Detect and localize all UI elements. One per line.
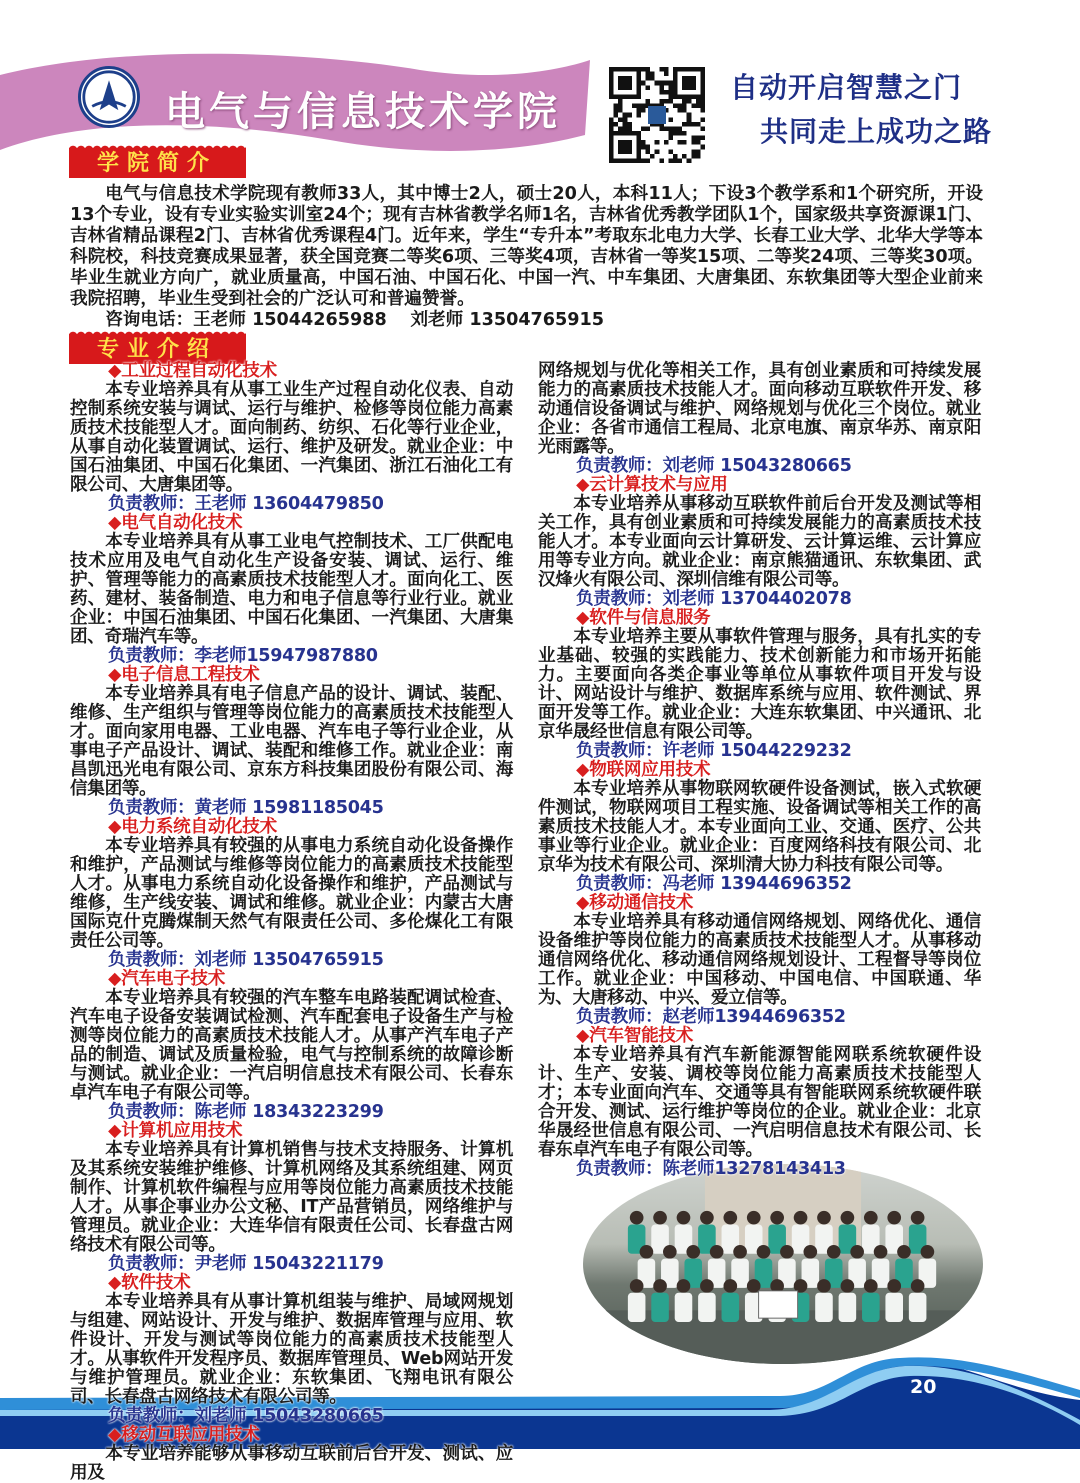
major-title: ◆ 工业过程自动化技术	[70, 362, 513, 381]
major-teacher-contact: 负责教师：李老师15947987880	[108, 646, 378, 666]
major-teacher-contact: 负责教师：陈老师13278143413	[576, 1159, 846, 1179]
major-teacher-contact: 负责教师：刘老师 13704402078	[576, 589, 852, 609]
section-heading-majors: 专业介绍	[69, 334, 246, 364]
major-description: 本专业培养具有从事工业电气控制技术、工厂供配电技术应用及电气自动化生产设备安装、调试、运行、维护、管理等能力的高素质技术技能型人才。面向化工、医药、建材、装备制造、电力和电子信息等行业行业。就业企业：中国石油集团、中国石化集团、一汽集团、大唐集团、奇瑞汽车等。	[70, 532, 513, 647]
intro-paragraph: 电气与信息技术学院现有教师33人，其中博士2人，硕士20人，本科11人；下设3个教学系和1个研究所，开设13个专业，设有专业实验实训室24个；现有吉林省教学名师1名，吉林省优秀教学团队1个，国家级共享资源课1门、吉林省精品课程2门、吉林省优秀课程4门。近年来，学生“专升本”考取东北电力大学、长春工业大学、北华大学等本科院校，科技竞赛成果显著，获全国竞赛二等奖6项、三等奖4项，吉林省一等奖15项、二等奖24项、三等奖30项。毕业生就业方向广，就业质量高，中国石油、中国石化、中国一汽、中车集团、大唐集团、东软集团等大型企业前来我院招聘，毕业生受到社会的广泛认可和普遍赞誉。	[70, 184, 983, 309]
major-title: ◆ 物联网应用技术	[538, 761, 981, 780]
majors-right-column	[538, 362, 981, 1179]
major-description: 本专业培养从事物联网软硬件设备测试，嵌入式软硬件测试，物联网项目工程实施、设备调试等相关工作的高素质技术技能人才。本专业面向工业、交通、医疗、公共事业等行业企业。就业企业：百度网络科技有限公司、北京华为技术有限公司、深圳清大协力科技有限公司等。	[538, 779, 981, 875]
major-description: 本专业培养具有从事计算机组装与维护、局域网规划与组建、网站设计、开发与维护、数据库管理与应用、软件设计、开发与测试等岗位能力的高素质技术技能型人才。从事软件开发程序员、数据库管理员、Web网站开发与维护管理员。就业企业：东软集团、飞翔电讯有限公司、长春盘古网络技术有限公司等。	[70, 1292, 513, 1407]
major-teacher-contact: 负责教师：刘老师 13504765915	[108, 950, 384, 970]
college-logo-icon	[78, 66, 140, 128]
major-title: ◆ 移动互联应用技术	[70, 1426, 513, 1445]
major-teacher-contact: 负责教师：王老师 13604479850	[108, 494, 384, 514]
major-description: 本专业培养具有较强的汽车整车电路装配调试检查、汽车电子设备安装调试检测、汽车配套电子设备生产与检测等岗位能力的高素质技术技能人才。从事产汽车电子产品的制造、调试及质量检验，电气与控制系统的故障诊断与测试。就业企业：一汽启明信息技术有限公司、长春东卓汽车电子有限公司等。	[70, 988, 513, 1103]
major-title: ◆ 汽车电子技术	[70, 970, 513, 989]
major-title: ◆ 电子信息工程技术	[70, 666, 513, 685]
major-description: 本专业培养具有计算机销售与技术支持服务、计算机及其系统安装维护维修、计算机网络及其系统组建、网页制作、计算机软件编程与应用等岗位能力高素质技术技能人才。从事企事业办公文秘、IT产品营销员，网络维护与管理员。就业企业：大连华信有限责任公司、长春盘古网络技术有限公司等。	[70, 1140, 513, 1255]
intro-section	[70, 184, 983, 331]
major-title: ◆ 汽车智能技术	[538, 1027, 981, 1046]
major-description: 本专业培养具有从事工业生产过程自动化仪表、自动控制系统安装与调试、运行与维护、检修等岗位能力高素质技术技能型人才。面向制药、纺织、石化等行业企业，从事自动化装置调试、运行、维护及研发。就业企业：中国石油集团、中国石化集团、一汽集团、浙江石油化工有限公司、大唐集团等。	[70, 380, 513, 495]
major-description-continued: 网络规划与优化等相关工作，具有创业素质和可持续发展能力的高素质技术技能人才。面向移动互联软件开发、移动通信设备调试与维护、网络规划与优化三个岗位。就业企业：各省市通信工程局、北京电旗、南京华苏、南京阳光雨露等。	[538, 361, 981, 457]
slogan-line-1: 自动开启智慧之门	[730, 71, 963, 104]
major-description: 本专业培养具有电子信息产品的设计、调试、装配、维修、生产组织与管理等岗位能力的高素质技术技能型人才。面向家用电器、工业电器、汽车电子等行业企业，从事电子产品设计、调试、装配和维修工作。就业企业：南昌凯迅光电有限公司、京东方科技集团股份有限公司、海信集团等。	[70, 684, 513, 799]
major-teacher-contact: 负责教师：黄老师 15981185045	[108, 798, 384, 818]
major-teacher-contact: 负责教师：许老师 15044229232	[576, 741, 852, 761]
group-photo-icon	[583, 1164, 983, 1364]
major-title: ◆ 软件技术	[70, 1274, 513, 1293]
major-teacher-contact: 负责教师：陈老师 18343223299	[108, 1102, 384, 1122]
major-teacher-contact: 负责教师：冯老师 13944696352	[576, 874, 852, 894]
major-description: 本专业培养主要从事软件管理与服务，具有扎实的专业基础、较强的实践能力、技术创新能力和市场开拓能力。主要面向各类企事业等单位从事软件项目开发与设计、网站设计与维护、数据库系统与应用、软件测试、界面开发等工作。就业企业：大连东软集团、中兴通讯、北京华晟经世信息有限公司等。	[538, 627, 981, 742]
major-description: 本专业培养能够从事移动互联前后台开发、测试、应用及	[70, 1444, 513, 1483]
major-description: 本专业培养具有移动通信网络规划、网络优化、通信设备维护等岗位能力的高素质技术技能型人才。从事移动通信网络优化、移动通信网络规划设计、工程督导等岗位工作。就业企业：中国移动、中国电信、中国联通、华为、大唐移动、中兴、爱立信等。	[538, 912, 981, 1008]
major-teacher-contact: 负责教师：尹老师 15043221179	[108, 1254, 384, 1274]
slogan-line-2: 共同走上成功之路	[760, 115, 993, 148]
major-teacher-contact: 负责教师：刘老师 15043280665	[108, 1406, 384, 1426]
major-teacher-contact: 负责教师：刘老师 15043280665	[576, 456, 852, 476]
qr-code-icon	[608, 67, 706, 163]
majors-left-column	[70, 362, 513, 1483]
major-title: ◆ 电气自动化技术	[70, 514, 513, 533]
major-title: ◆ 电力系统自动化技术	[70, 818, 513, 837]
major-description: 本专业培养具有汽车新能源智能网联系统软硬件设计、生产、安装、调校等岗位能力高素质技术技能型人才；本专业面向汽车、交通等具有智能联网系统软硬件联合开发、测试、运行维护等岗位的企业。就业企业：北京华晟经世信息有限公司、一汽启明信息技术有限公司、长春东卓汽车电子有限公司等。	[538, 1045, 981, 1160]
major-title: ◆ 移动通信技术	[538, 894, 981, 913]
major-teacher-contact: 负责教师：赵老师13944696352	[576, 1007, 846, 1027]
contact-phone: 咨询电话：王老师 15044265988 刘老师 13504765915	[105, 310, 605, 330]
major-title: ◆ 云计算技术与应用	[538, 476, 981, 495]
major-title: ◆ 软件与信息服务	[538, 609, 981, 628]
major-description: 本专业培养从事移动互联软件前后台开发及测试等相关工作，具有创业素质和可持续发展能力的高素质技术技能人才。本专业面向云计算研发、云计算运维、云计算应用等专业方向。就业企业：南京熊猫通讯、东软集团、武汉烽火有限公司、深圳信维有限公司等。	[538, 494, 981, 590]
college-title: 电气与信息技术学院	[165, 89, 561, 135]
major-description: 本专业培养具有较强的从事电力系统自动化设备操作和维护，产品测试与维修等岗位能力的高素质技术技能型人才。从事电力系统自动化设备操作和维护，产品测试与维修，生产线安装、调试和维修。就业企业：内蒙古大唐国际克什克腾煤制天然气有限责任公司、多伦煤化工有限责任公司等。	[70, 836, 513, 951]
page-number: 20	[910, 1376, 937, 1398]
section-heading-intro: 学院简介	[69, 148, 246, 178]
major-title: ◆ 计算机应用技术	[70, 1122, 513, 1141]
